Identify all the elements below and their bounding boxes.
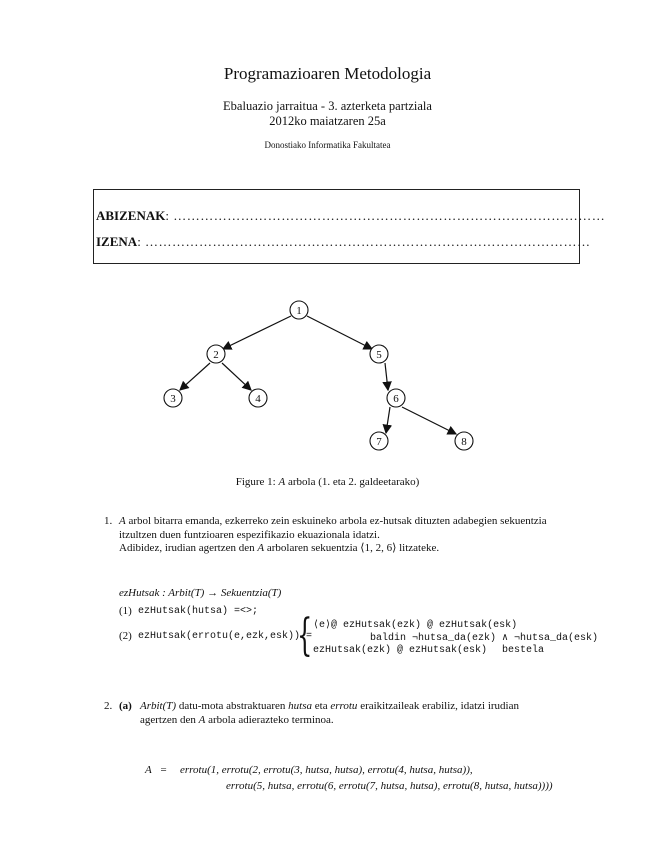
edge-2-4 [222, 363, 251, 390]
question-1-line1: A arbol bitarra emanda, ezkerreko zein eskuineko arbola ez-hutsak dituzten adabegien sekuentzia [119, 515, 547, 527]
tree-node-label: 1 [296, 305, 302, 317]
question-1-number: 1. [104, 515, 113, 527]
surname-field[interactable]: : …………………………………………………………………………………… [165, 208, 606, 223]
name-label: IZENA [96, 234, 138, 249]
equation-1: ezHutsak(hutsa) =<>; [138, 606, 259, 617]
student-info-box [93, 189, 580, 264]
question-2-line2: agertzen den A arbola adierazteko terminoa. [140, 714, 334, 726]
document-title: Programazioaren Metodologia [223, 64, 432, 83]
binary-tree-figure [150, 295, 490, 465]
tree-node-label: 8 [461, 436, 467, 448]
figure-caption: Figure 1: A arbola (1. eta 2. galdeetarako) [235, 476, 420, 488]
answer-lhs: A = [145, 764, 168, 776]
cases-brace: { [297, 610, 313, 661]
edge-2-3 [180, 363, 210, 390]
name-line [96, 234, 591, 250]
surname-label: ABIZENAK [96, 208, 166, 223]
tree-node-label: 4 [255, 393, 261, 405]
edge-1-5 [307, 316, 372, 349]
equation-2-case1: ⟨e⟩@ ezHutsak(ezk) @ ezHutsak(esk) [313, 620, 518, 631]
surname-line [96, 208, 605, 224]
tree-node-label: 2 [213, 349, 219, 361]
function-signature: ezHutsak : Arbit(T) → Sekuentzia(T) [119, 587, 282, 599]
exam-subtitle: Ebaluazio jarraitua - 3. azterketa partziala [223, 99, 432, 113]
tree-node-label: 7 [376, 436, 382, 448]
edge-6-8 [402, 407, 456, 434]
equation-2-case1-condition: baldin ¬hutsa_da(ezk) ∧ ¬hutsa_da(esk) [370, 633, 599, 644]
question-1-line2: itzultzen duen funtzioaren espezifikazio ekuazionala idatzi. [119, 529, 380, 541]
equation-2-case2: ezHutsak(ezk) @ ezHutsak(esk) [313, 645, 488, 656]
question-2-line1: Arbit(T) datu-mota abstraktuaren hutsa eta errotu eraikitzaileak erabiliz, idatzi irudian [140, 700, 519, 712]
edge-5-6 [385, 363, 388, 390]
edge-6-7 [386, 407, 390, 433]
question-2-part: (a) [119, 700, 132, 712]
question-2-number: 2. [104, 700, 113, 712]
equation-2-number: (2) [119, 630, 132, 642]
answer-line-1: errotu(1, errotu(2, errotu(3, hutsa, hutsa), errotu(4, hutsa, hutsa)), [180, 764, 473, 776]
question-1-line3: Adibidez, irudian agertzen den A arbolaren sekuentzia ⟨1, 2, 6⟩ litzateke. [119, 542, 440, 554]
tree-node-label: 6 [393, 393, 399, 405]
exam-date: 2012ko maiatzaren 25a [269, 114, 386, 128]
equation-2-lhs: ezHutsak(errotu(e,ezk,esk)) = [138, 631, 313, 642]
faculty-name: Donostiako Informatika Fakultatea [264, 140, 391, 150]
equation-2-case2-condition: bestela [502, 645, 545, 656]
answer-line-2: errotu(5, hutsa, errotu(6, errotu(7, hutsa, hutsa), errotu(8, hutsa, hutsa)))) [226, 780, 553, 792]
edge-1-2 [223, 316, 291, 349]
tree-node-label: 3 [170, 393, 176, 405]
equation-1-number: (1) [119, 605, 132, 617]
name-field[interactable]: : ……………………………………………………………………………………… [137, 234, 591, 249]
tree-node-label: 5 [376, 349, 382, 361]
